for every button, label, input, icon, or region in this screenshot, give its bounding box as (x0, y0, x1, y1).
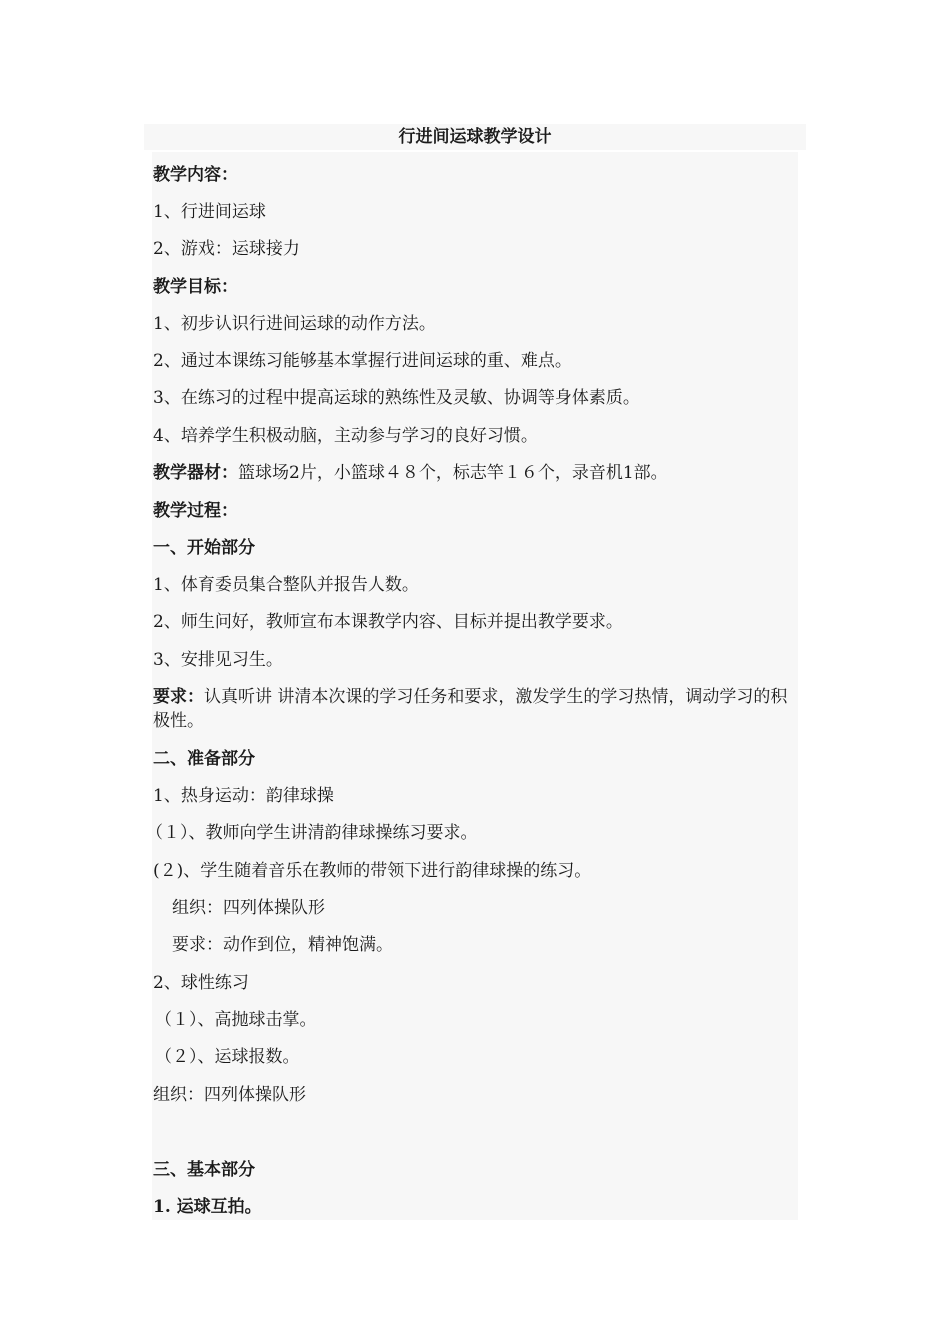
warmup-organization: 组织：四列体操队形 (172, 898, 325, 918)
warmup-requirement: 要求：动作到位，精神饱满。 (172, 935, 393, 955)
requirement-paragraph (153, 685, 801, 733)
ball-practice-heading: 2、球性练习 (153, 973, 249, 993)
goal-item-4: 4、培养学生积极动脑，主动参与学习的良好习惯。 (153, 426, 538, 446)
goals-heading: 教学目标： (153, 277, 238, 297)
equipment-line (153, 461, 668, 485)
part1-item-2: 2、师生问好，教师宣布本课教学内容、目标并提出教学要求。 (153, 612, 623, 632)
requirement-label: 要求： (153, 687, 204, 707)
content-heading: 教学内容： (153, 165, 238, 185)
content-item-2: 2、游戏：运球接力 (153, 239, 300, 259)
part3-item-1: 1. 运球互拍。 (153, 1197, 262, 1217)
part1-item-1: 1、体育委员集合整队并报告人数。 (153, 575, 419, 595)
process-heading: 教学过程： (153, 501, 238, 521)
warmup-item-2: (２)、学生随着音乐在教师的带领下进行韵律球操的练习。 (153, 861, 592, 881)
part1-heading: 一、开始部分 (153, 538, 255, 558)
ball-practice-item-1: （１）、高抛球击掌。 (155, 1010, 317, 1030)
part1-item-3: 3、安排见习生。 (153, 650, 283, 670)
part2-heading: 二、准备部分 (153, 749, 255, 769)
page-title: 行进间运球教学设计 (398, 127, 552, 147)
goal-item-2: 2、通过本课练习能够基本掌握行进间运球的重、难点。 (153, 351, 572, 371)
warmup-item-1: （１）、教师向学生讲清韵律球操练习要求。 (146, 823, 478, 843)
content-item-1: 1、行进间运球 (153, 202, 266, 222)
requirement-text: 认真听讲 讲清本次课的学习任务和要求，激发学生的学习热情，调动学习的积极性。 (153, 687, 788, 731)
goal-item-1: 1、初步认识行进间运球的动作方法。 (153, 314, 436, 334)
ball-practice-item-2: （２）、运球报数。 (155, 1047, 300, 1067)
part3-heading: 三、基本部分 (153, 1160, 255, 1180)
equipment-text: 篮球场2片，小篮球４８个，标志竿１６个，录音机1部。 (238, 463, 668, 483)
ball-practice-organization: 组织：四列体操队形 (153, 1085, 306, 1105)
equipment-label: 教学器材： (153, 463, 238, 483)
goal-item-3: 3、在练习的过程中提高运球的熟练性及灵敏、协调等身体素质。 (153, 388, 640, 408)
warmup-heading: 1、热身运动：韵律球操 (153, 786, 334, 806)
